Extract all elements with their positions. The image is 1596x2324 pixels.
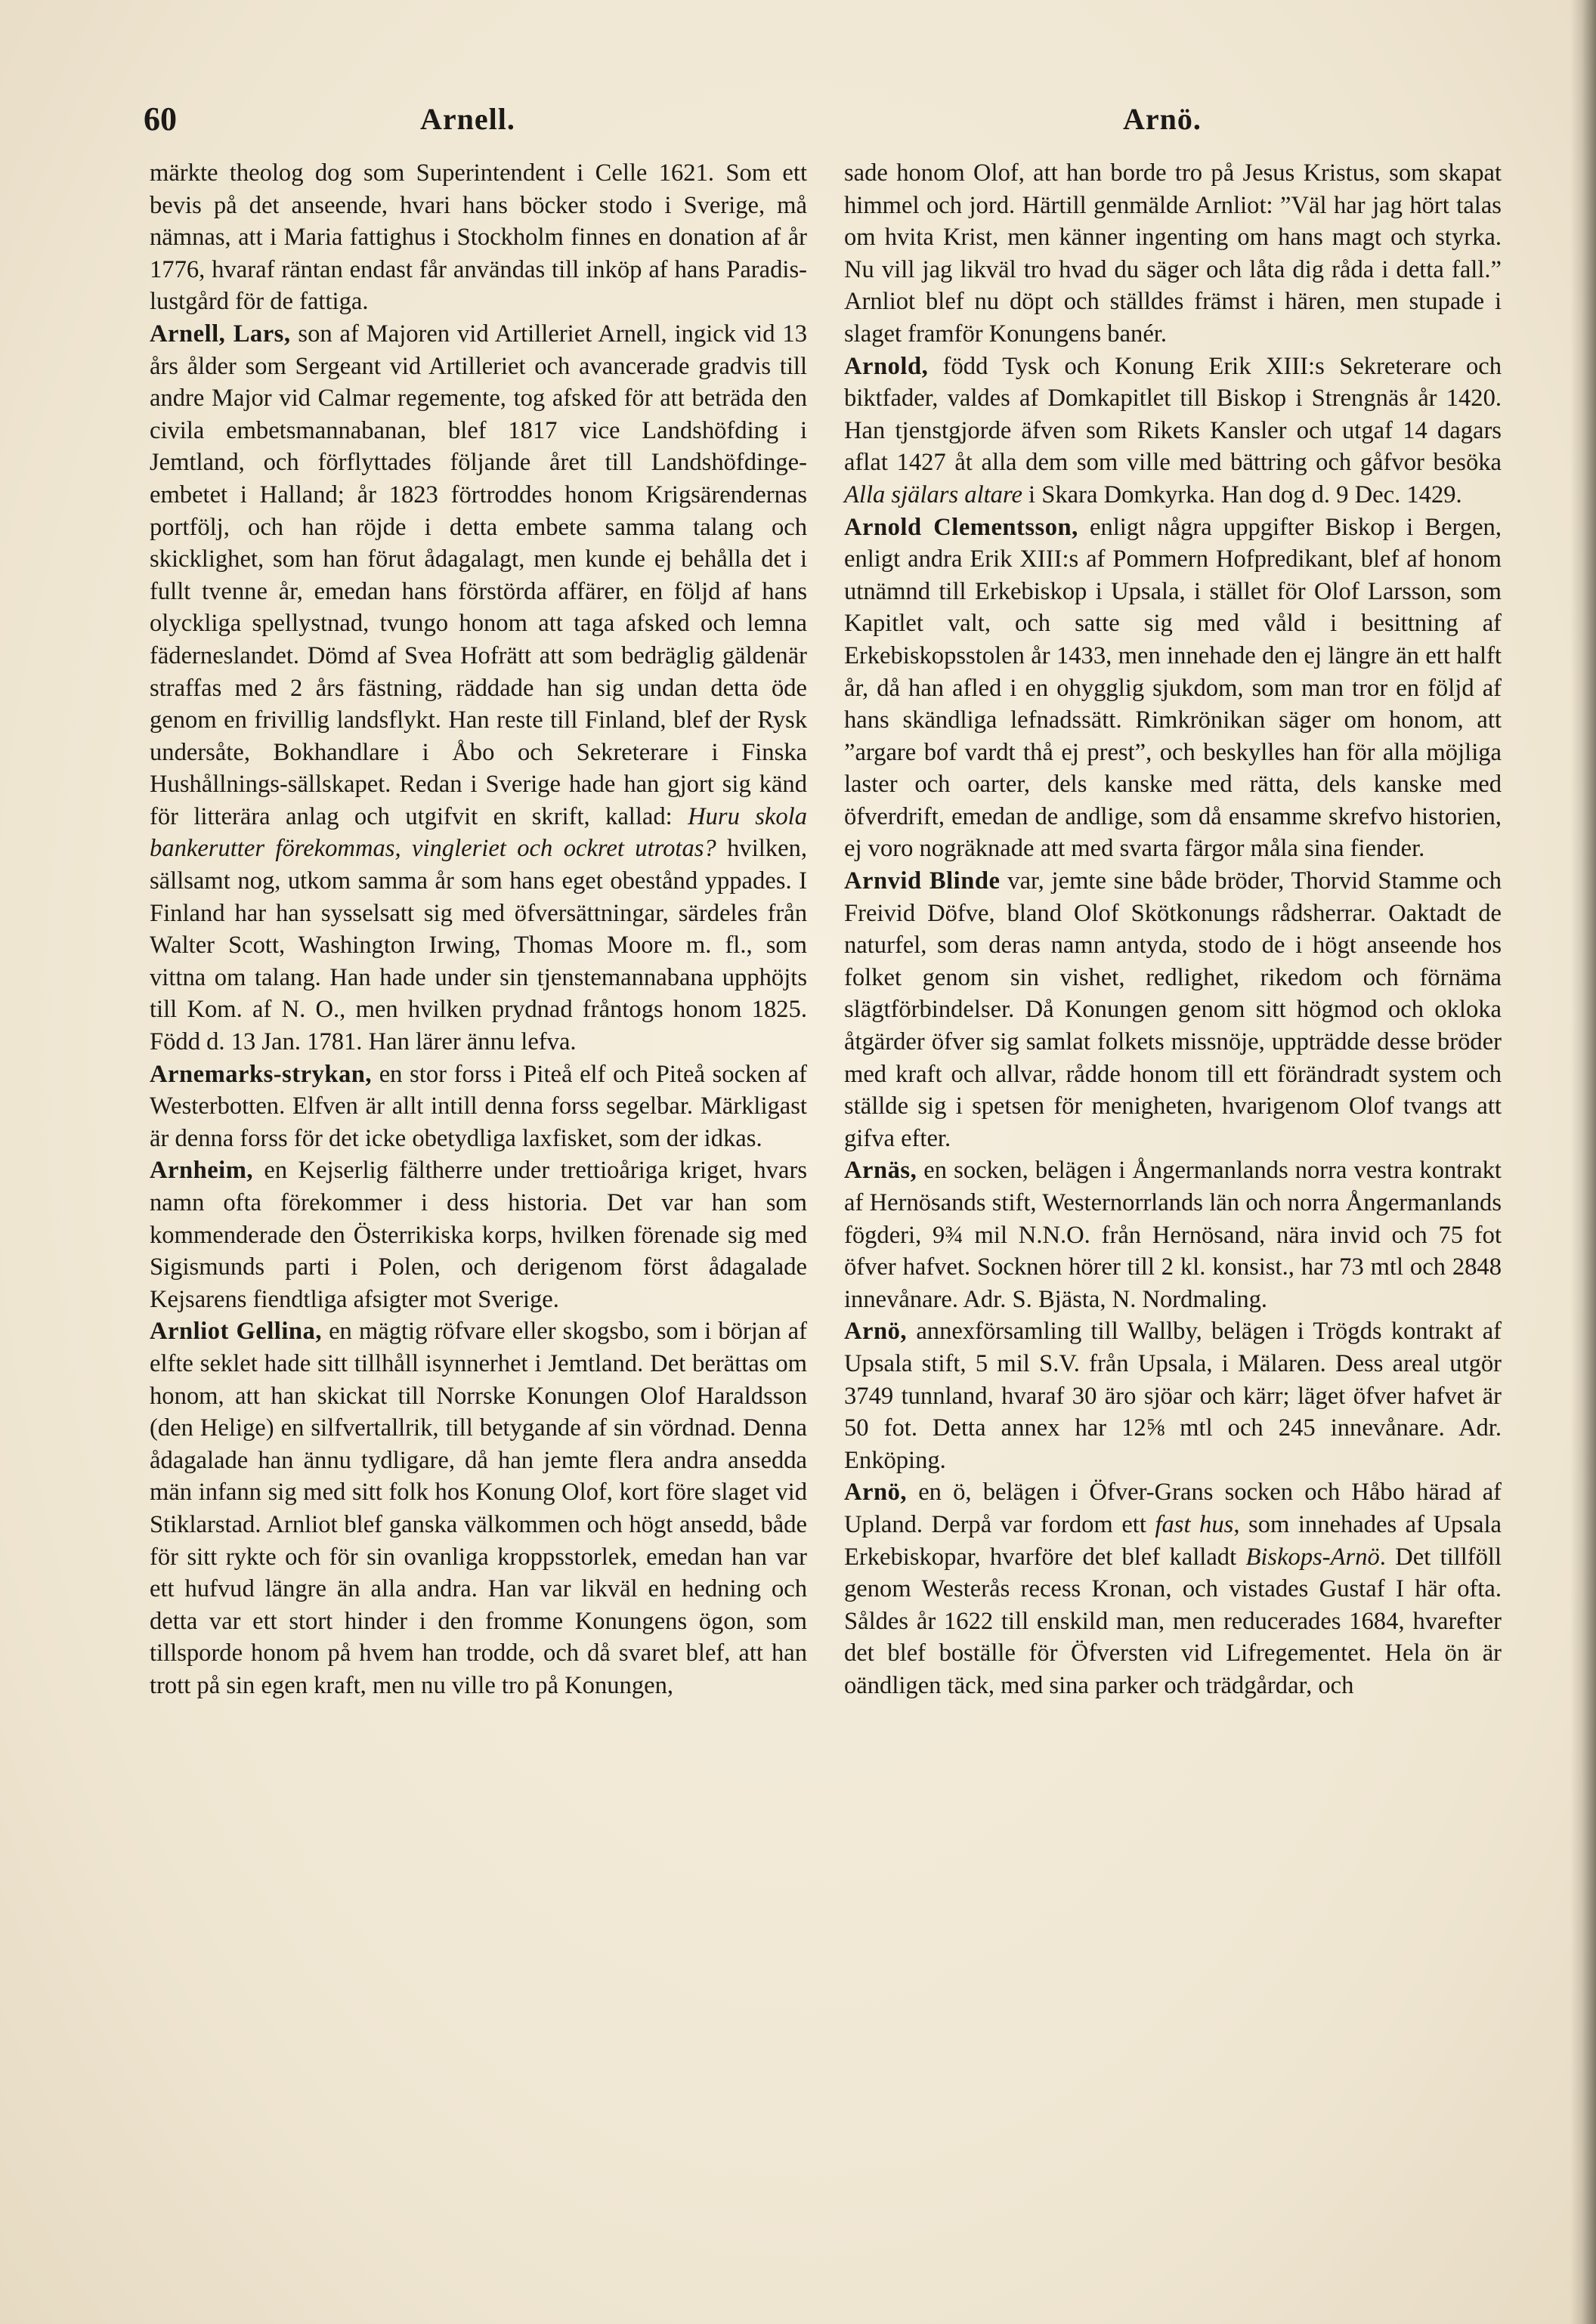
- right-column: [844, 157, 1502, 2303]
- entry-headword: Arnäs,: [844, 1157, 917, 1185]
- page-edge-shadow: [1570, 0, 1596, 2324]
- entry-arnell-lars: [150, 318, 807, 1058]
- entry-text: . Det tillföll genom Westerås recess Kronan, och vistades Gustaf I här ofta. Såldes år 1622 till enskild man, men reducerades 1684, hvarefter det blef boställe för Öfversten vid Lifregementet. Hela ön är oändligen täck, med sina parker och trädgårdar, och: [844, 1543, 1502, 1699]
- entry-text: en ö, belägen i Öfver-Grans socken och Håbo härad af Upland. Derpå var fordom ett: [844, 1479, 1502, 1538]
- entry-text: född Tysk och Konung Erik XIII:s Sekreterare och biktfader, valdes af Domkapitlet till Biskop i Strengnäs år 1420. Han tjenstgjorde äfven som Rikets Kansler och utgaf 14 dagars aflat 1427 åt alla dem som ville med bättring och gåfvor besöka: [844, 352, 1502, 477]
- entry-arnold-clementsson: [844, 511, 1502, 866]
- entry-arnold: [844, 351, 1502, 511]
- entry-italic-term: fast hus: [1155, 1510, 1234, 1538]
- entry-headword: Arnö,: [844, 1318, 908, 1346]
- left-column: [150, 157, 807, 2303]
- entry-continuation: [150, 157, 807, 318]
- entry-headword: Arnemarks-strykan,: [150, 1060, 373, 1088]
- entry-arnas: [844, 1154, 1502, 1315]
- entry-arno-island: [844, 1476, 1502, 1701]
- entry-headword: Arnliot Gellina,: [150, 1318, 322, 1346]
- entry-text: en stor forss i Piteå elf och Piteå socken af Westerbotten. Elfven är allt intill denna forss segelbar. Märkligast är denna forss för det icke obetydliga laxfisket, som der idkas.: [150, 1060, 807, 1152]
- entry-headword: Arnold,: [844, 352, 929, 380]
- entry-arnheim: [150, 1154, 807, 1315]
- entry-arnliot-gellina: [150, 1315, 807, 1701]
- entry-text: enligt några uppgifter Biskop i Bergen, enligt andra Erik XIII:s af Pommern Hofpredikant, blef af honom utnämnd till Erkebiskop i Upsala, i stället för Olof Larsson, som Kapitlet valt, och satte sig med våld i besittning af Erkebiskopsstolen år 1433, men innehade den ej längre än ett halft år, då han afled i en ohygglig sjukdom, som man tror en följd af hans skändliga lefnadssätt. Rimkrönikan säger om honom, att ”argare bof vardt thå ej prest”, och beskylles han för alla möjliga laster och oarter, dels kanske med rätta, dels kanske med öfverdrift, emedan de andlige, som då ensamme skrefvo historien, ej voro nogräknade att med svarta färgor måla sina fiender.: [844, 513, 1502, 863]
- entry-text: hvilken, sällsamt nog, utkom samma år som hans eget obestånd yppades. I Finland har han sysselsatt sig med öfversättningar, särdeles från Walter Scott, Washington Irwing, Thomas Moore m. fl., som vittna om talang. Han hade under sin tjenstemannabana upphöjts till Kom. af N. O., men hvilken prydnad fråntogs honom 1825. Född d. 13 Jan. 1781. Han lärer ännu lefva.: [150, 835, 807, 1056]
- entry-text: sade honom Olof, att han borde tro på Jesus Kristus, som skapat himmel och jord. Härtill genmälde Arnliot: ”Väl har jag hört talas om hvita Krist, men känner ingenting om hans magt och styrka. Nu vill jag likväl tro hvad du säger och låta dig råda i detta fall.” Arnliot blef nu döpt och ställdes främst i hären, men stupade i slaget framför Konungens banér.: [844, 159, 1502, 348]
- entry-italic-title: Alla själars altare: [844, 481, 1022, 508]
- entry-text: märkte theolog dog som Superintendent i Celle 1621. Som ett bevis på det anseende, hvari hans böcker stodo i Sverige, må nämnas, att i Maria fattighus i Stockholm finnes en donation af år 1776, hvaraf räntan endast får användas till inköp af hans Paradis-lustgård för de fattiga.: [150, 159, 807, 316]
- entry-headword: Arnold Clementsson,: [844, 513, 1078, 541]
- entry-arnvid-blinde: [844, 865, 1502, 1154]
- page-number: 60: [144, 100, 177, 138]
- entry-text: en mägtig röfvare eller skogsbo, som i början af elfte seklet hade sitt tillhåll isynnerhet i Jemtland. Det berättas om honom, att han skickat till Norrske Konungen Olof Haraldsson (den Helige) en silfvertallrik, till betygande af sin vördnad. Denna ådagalade han ännu tydligare, då han jemte flera andra ansedda män infann sig med sitt folk hos Konung Olof, kort före slaget vid Stiklarstad. Arnliot blef ganska välkommen och högt ansedd, både för sitt rykte och för sin ovanliga kroppsstorlek, emedan han var ett hufvud längre än alla andra. Han var likväl en hedning och detta var ett stort hinder i den fromme Konungens ögon, som tillsporde honom på hvem han trodde, och då svaret blef, att han trott på sin egen kraft, men nu ville tro på Konungen,: [150, 1318, 807, 1699]
- entry-headword: Arnö,: [844, 1479, 908, 1507]
- running-header: [144, 100, 1534, 145]
- entry-headword: Arnell, Lars,: [150, 320, 291, 348]
- running-head-left: Arnell.: [420, 102, 515, 136]
- entry-text: , som innehades af Upsala Erkebiskopar, hvarföre det blef kalladt: [844, 1510, 1502, 1571]
- entry-text: annexförsamling till Wallby, belägen i Trögds kontrakt af Upsala stift, 5 mil S.V. från Upsala, i Mälaren. Dess areal utgör 3749 tunnland, hvaraf 30 äro sjöar och kärr; läget öfver hafvet är 50 fot. Detta annex har 12⅝ mtl och 245 innevånare. Adr. Enköping.: [844, 1318, 1502, 1474]
- entry-continuation: [844, 157, 1502, 351]
- entry-italic-term: Biskops-Arnö: [1245, 1543, 1380, 1571]
- entry-arnemarks-strykan: [150, 1058, 807, 1155]
- entry-text: en Kejserlig fältherre under trettioåriga kriget, hvars namn ofta förekommer i dess historia. Det var han som kommenderade den Österrikiska korps, hvilken förenade sig med Sigismunds parti i Polen, och derigenom först ådagalade Kejsarens fiendtliga afsigter mot Sverige.: [150, 1157, 807, 1313]
- entry-headword: Arnheim,: [150, 1157, 254, 1185]
- entry-book-title: Huru skola bankerutter förekommas, vingleriet och ockret utrotas?: [150, 802, 808, 863]
- entry-arno-annex: [844, 1315, 1502, 1476]
- entry-text: i Skara Domkyrka. Han dog d. 9 Dec. 1429.: [1022, 481, 1462, 508]
- entry-headword: Arnvid Blinde: [844, 867, 1001, 895]
- running-head-right: Arnö.: [1123, 102, 1202, 136]
- entry-text: son af Majoren vid Artilleriet Arnell, ingick vid 13 års ålder som Sergeant vid Artilleriet och avancerade gradvis till andre Major vid Calmar regemente, tog afsked för att beträda den civila embetsmannabanan, blef 1817 vice Landshöfding i Jemtland, och förflyttades följande året till Landshöfdinge-embetet i Halland; år 1823 förtroddes honom Krigsärendernas portfölj, och han röjde i detta embete samma talang och skicklighet, som han förut ådagalagt, men kunde ej behålla det i fullt tvenne år, emedan hans förstörda affärer, en följd af hans olyckliga spellystnad, tvungo honom att taga afsked och lemna fäderneslandet. Dömd af Svea Hofrätt att som bedräglig gäldenär straffas med 2 års fästning, räddade han sig undan detta öde genom en frivillig landsflykt. Han reste till Finland, blef der Rysk undersåte, Bokhandlare i Åbo och Sekreterare i Finska Hushållnings-sällskapet. Redan i Sverige hade han gjort sig känd för litterära anlag och utgifvit en skrift, kallad:: [150, 320, 807, 830]
- entry-text: var, jemte sine både bröder, Thorvid Stamme och Freivid Döfve, bland Olof Skötkonungs rådsherrar. Oaktadt de naturfel, som deras namn antyda, stodo de i högt anseende hos folket genom sin vishet, redlighet, rikedom och förnäma slägtförbindelser. Då Konungen genom sitt högmod och okloka åtgärder öfver sig samlat folkets missnöje, uppträdde desse bröder med kraft och allvar, rådde honom till ett förändradt system och ställde sig i spetsen för menigheten, hvarigenom Olof tvangs att gifva efter.: [844, 867, 1502, 1152]
- entry-text: en socken, belägen i Ångermanlands norra vestra kontrakt af Hernösands stift, Westernorrlands län och norra Ångermanlands fögderi, 9¾ mil N.N.O. från Hernösand, nära invid och 75 fot öfver hafvet. Socknen hörer till 2 kl. konsist., har 73 mtl och 2848 innevånare. Adr. S. Bjästa, N. Nordmaling.: [844, 1157, 1502, 1313]
